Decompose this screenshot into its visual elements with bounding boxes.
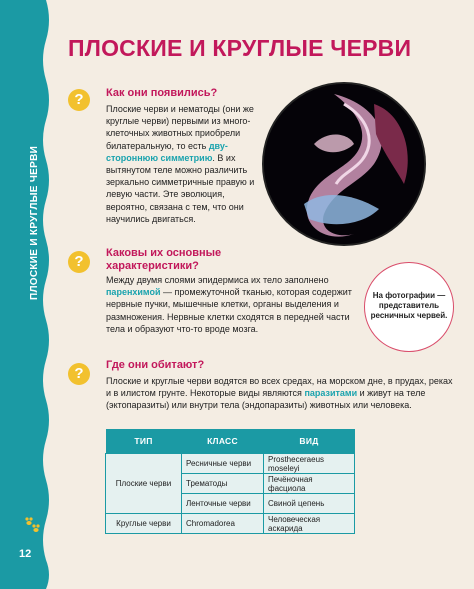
- classification-table: [105, 429, 355, 534]
- class-cell: Трематоды: [182, 474, 264, 494]
- type-cell: Круглые черви: [106, 514, 182, 534]
- species-cell: Свиной цепень: [264, 494, 355, 514]
- question-icon: ?: [68, 89, 90, 111]
- col-type-header: ТИП: [106, 429, 182, 454]
- q1-heading: Как они появились?: [106, 87, 218, 99]
- q1-text: Плоские черви и нематоды (они же круглые черви) первыми из многоклеточных животных приобрели билатеральную, то есть двустороннюю симметрию. В их вытянутом теле можно различить зеркально симметричные правую и левую части. Эте эволюция, вероятно, связана с тем, что они научились двигаться.: [106, 104, 255, 224]
- question-icon: ?: [68, 251, 90, 273]
- q2-heading: Каковы их основные характеристики?: [106, 247, 222, 272]
- species-cell: Человеческая аскарида: [264, 514, 355, 534]
- class-cell: Ленточные черви: [182, 494, 264, 514]
- class-cell: Chromadorea: [182, 514, 264, 534]
- q3-heading: Где они обитают?: [106, 359, 205, 371]
- type-cell: Плоские черви: [106, 454, 182, 514]
- class-cell: Ресничные черви: [182, 454, 264, 474]
- table-row: [106, 454, 355, 474]
- question-icon: ?: [68, 363, 90, 385]
- photo-caption: На фотографии — представитель ресничных червей.: [364, 262, 454, 352]
- q3-text: Плоские и круглые черви водятся во всех средах, на морском дне, в прудах, реках и в илистом грунте. Некоторые виды являются паразитами и живут на теле (эктопаразиты) или внутри тела (эндопаразиты) животных или человека.: [106, 376, 453, 411]
- q2-text: Между двумя слоями эпидермиса их тело заполнено паренхимой — промежуточной тканью, которая содержит нервные пучки, мышечные клетки, органы выделения и размножения. Нервные клетки сходятся в передней части тела и образуют что-то вроде мозга.: [106, 275, 352, 334]
- species-cell: Prosthecеraeus moseleyi: [264, 454, 355, 474]
- paw-prints-icon: [22, 515, 42, 535]
- sidebar-title: ПЛОСКИЕ И КРУГЛЫЕ ЧЕРВИ: [29, 145, 40, 300]
- col-class-header: КЛАСС: [182, 429, 264, 454]
- page-number: 12: [19, 548, 32, 560]
- q1-highlight: двустороннюю симметрию: [106, 140, 228, 163]
- table-row: [106, 514, 355, 534]
- sidebar-wavy-edge: [40, 0, 52, 589]
- q3-highlight: паразитами: [304, 388, 358, 399]
- col-species-header: ВИД: [264, 429, 355, 454]
- species-cell: Печёночная фасциола: [264, 474, 355, 494]
- worm-photo: [262, 82, 426, 246]
- table-header-row: [106, 429, 355, 454]
- page-title: ПЛОСКИЕ И КРУГЛЫЕ ЧЕРВИ: [68, 35, 412, 61]
- q2-highlight: паренхимой: [106, 287, 161, 298]
